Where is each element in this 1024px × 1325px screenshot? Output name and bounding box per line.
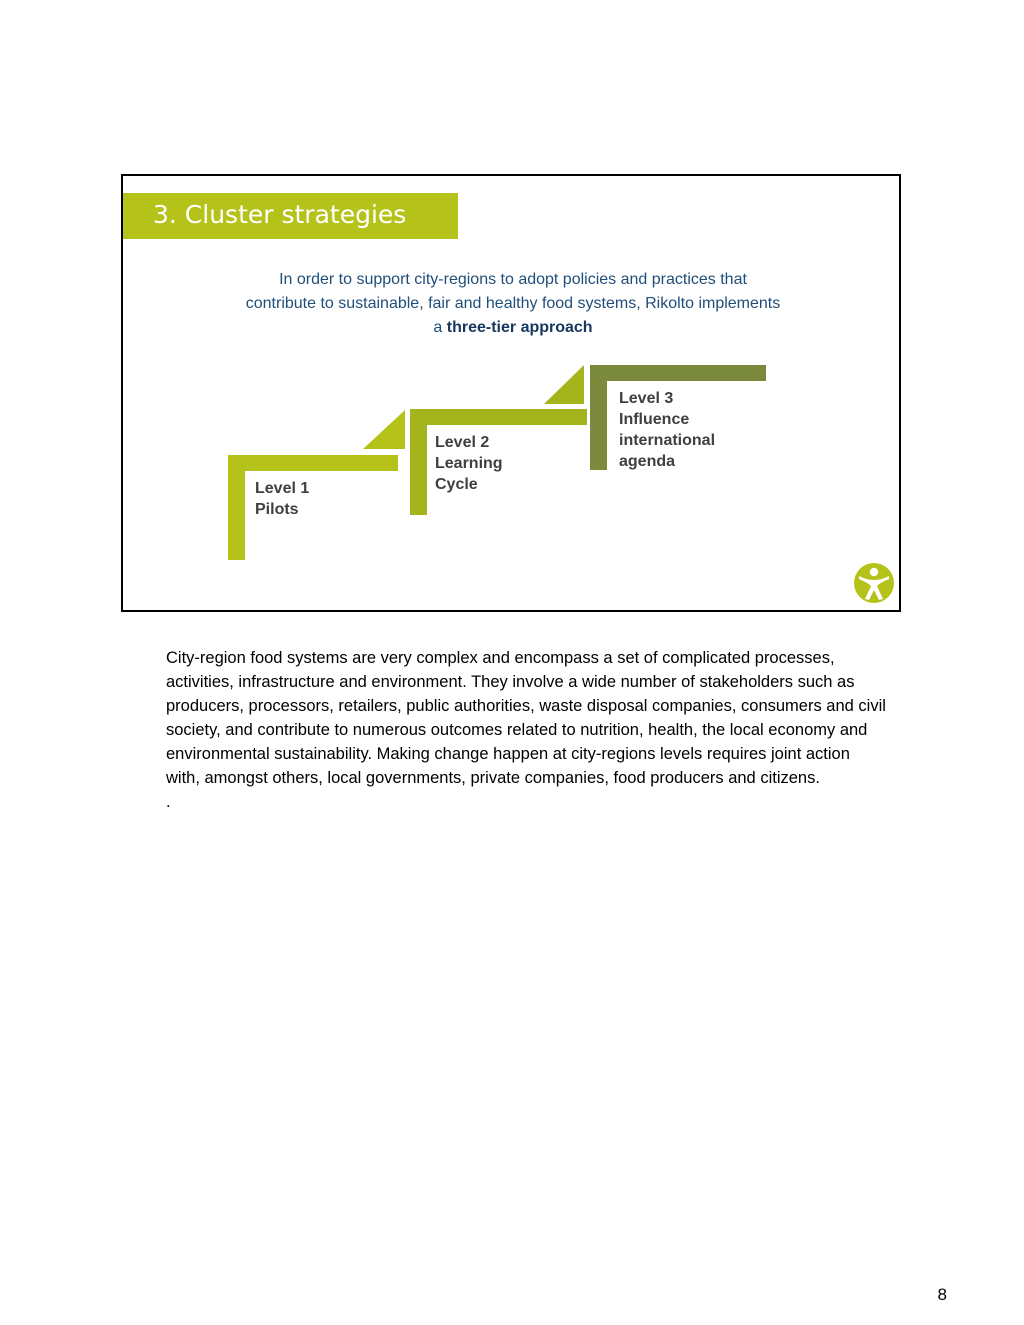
body-trailing-dot: . — [166, 793, 171, 811]
level-2-desc-1: Learning — [435, 455, 503, 472]
slide-image — [121, 174, 901, 612]
intro-highlight: three-tier approach — [446, 319, 593, 336]
level-2-desc-2: Cycle — [435, 476, 478, 493]
three-tier-stairs-diagram — [123, 176, 901, 612]
level-1-title: Level 1 — [255, 480, 310, 497]
level-3-label — [619, 388, 715, 472]
intro-line-3-prefix: a — [433, 319, 447, 336]
level-2-title: Level 2 — [435, 434, 490, 451]
level-3-title: Level 3 — [619, 390, 674, 407]
slide-title: 3. Cluster strategies — [153, 200, 407, 229]
level-1-label — [255, 478, 309, 520]
level-1-desc: Pilots — [255, 501, 299, 518]
intro-line-2: contribute to sustainable, fair and healthy food systems, Rikolto implements — [245, 295, 781, 312]
body-paragraph — [166, 646, 886, 814]
level-2-label — [435, 432, 503, 495]
body-text: City-region food systems are very complex and encompass a set of complicated processes, activities, infrastructure and environment. They involve a wide number of stakeholders such as producers, processors, retailers, public authorities, waste disposal companies, consumers and civil society, and contribute to numerous outcomes related to nutrition, health, the local economy and environmental sustainability. Making change happen at city-regions levels requires joint action with, amongst others, local governments, private companies, food producers and citizens. — [166, 649, 886, 787]
level-3-desc-2: international — [619, 432, 716, 449]
level-3-desc-3: agenda — [619, 453, 676, 470]
rikolto-logo-icon — [853, 562, 895, 604]
page-number: 8 — [937, 1285, 947, 1304]
level-3-desc-1: Influence — [619, 411, 690, 428]
intro-line-1: In order to support city-regions to adopt policies and practices that — [279, 271, 747, 288]
